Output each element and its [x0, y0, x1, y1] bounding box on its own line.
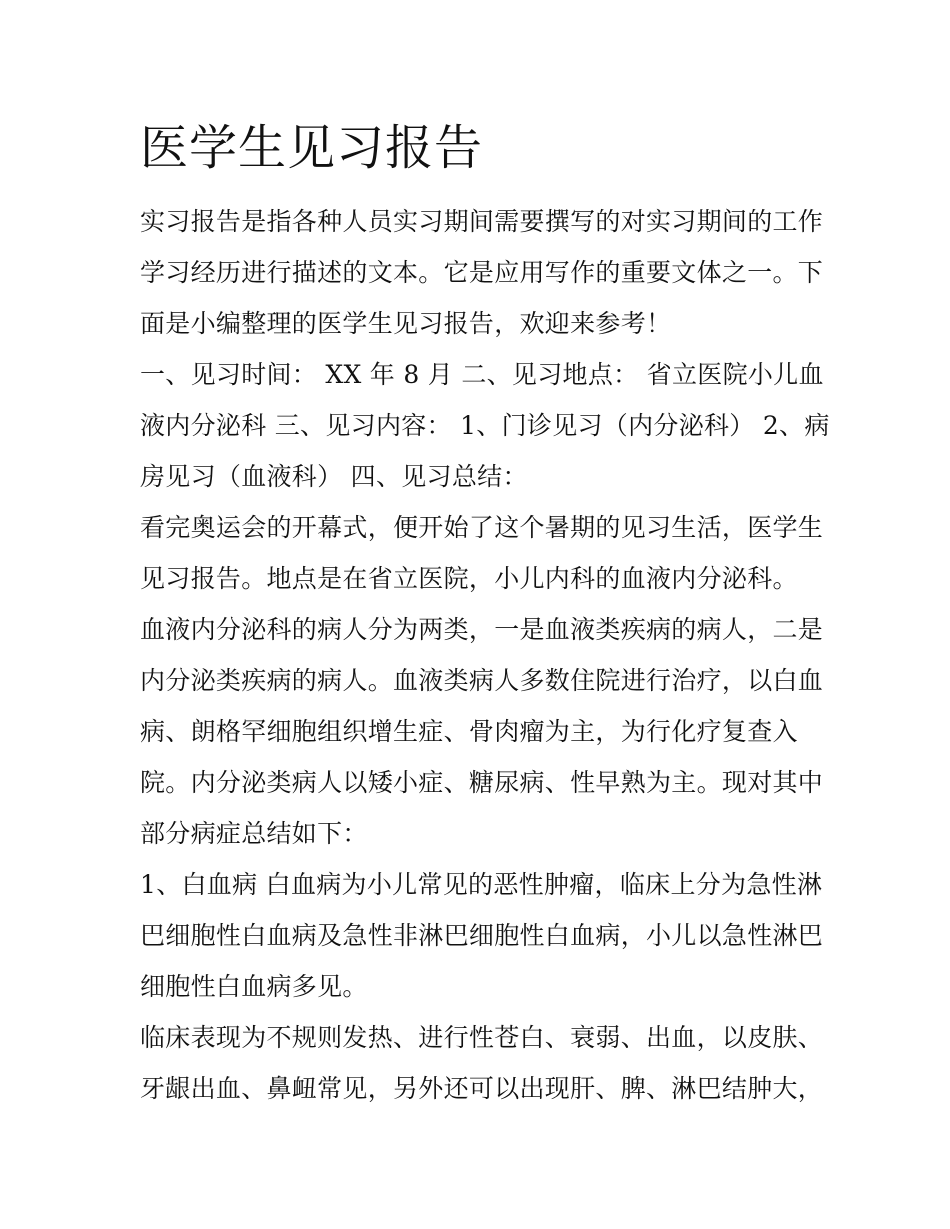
document-body — [140, 201, 830, 1119]
body-line: 血液内分泌科的病人分为两类，一是血液类疾病的病人，二是 — [140, 615, 824, 644]
body-line: 巴细胞性白血病及急性非淋巴细胞性白血病，小儿以急性淋巴 — [140, 921, 824, 950]
body-line: 看完奥运会的开幕式，便开始了这个暑期的见习生活，医学生 — [140, 513, 824, 542]
body-line: 内分泌类疾病的病人。血液类病人多数住院进行治疗，以白血 — [140, 666, 824, 695]
body-line: 牙龈出血、鼻衄常见，另外还可以出现肝、脾、淋巴结肿大， — [140, 1074, 824, 1103]
body-line: 院。内分泌类病人以矮小症、糖尿病、性早熟为主。现对其中 — [140, 768, 824, 797]
body-line: 见习报告。地点是在省立医院，小儿内科的血液内分泌科。 — [140, 564, 798, 593]
body-line: 1、白血病 白血病为小儿常见的恶性肿瘤，临床上分为急性淋 — [140, 870, 823, 899]
body-line: 细胞性白血病多见。 — [140, 972, 368, 1001]
body-line: 临床表现为不规则发热、进行性苍白、衰弱、出血，以皮肤、 — [140, 1023, 824, 1052]
body-line: 学习经历进行描述的文本。它是应用写作的重要文体之一。下 — [140, 258, 824, 287]
body-line: 实习报告是指各种人员实习期间需要撰写的对实习期间的工作 — [140, 207, 824, 236]
body-line: 液内分泌科 三、见习内容： 1、门诊见习（内分泌科） 2、病 — [140, 411, 830, 440]
body-line: 房见习（血液科） 四、见习总结： — [140, 462, 528, 491]
body-line: 一、见习时间： XX 年 8 月 二、见习地点： 省立医院小儿血 — [140, 360, 824, 389]
body-line: 面是小编整理的医学生见习报告，欢迎来参考！ — [140, 309, 672, 338]
document-title: 医学生见习报告 — [140, 120, 484, 176]
body-line: 病、朗格罕细胞组织增生症、骨肉瘤为主，为行化疗复查入 — [140, 717, 798, 746]
body-line: 部分病症总结如下： — [140, 819, 368, 848]
